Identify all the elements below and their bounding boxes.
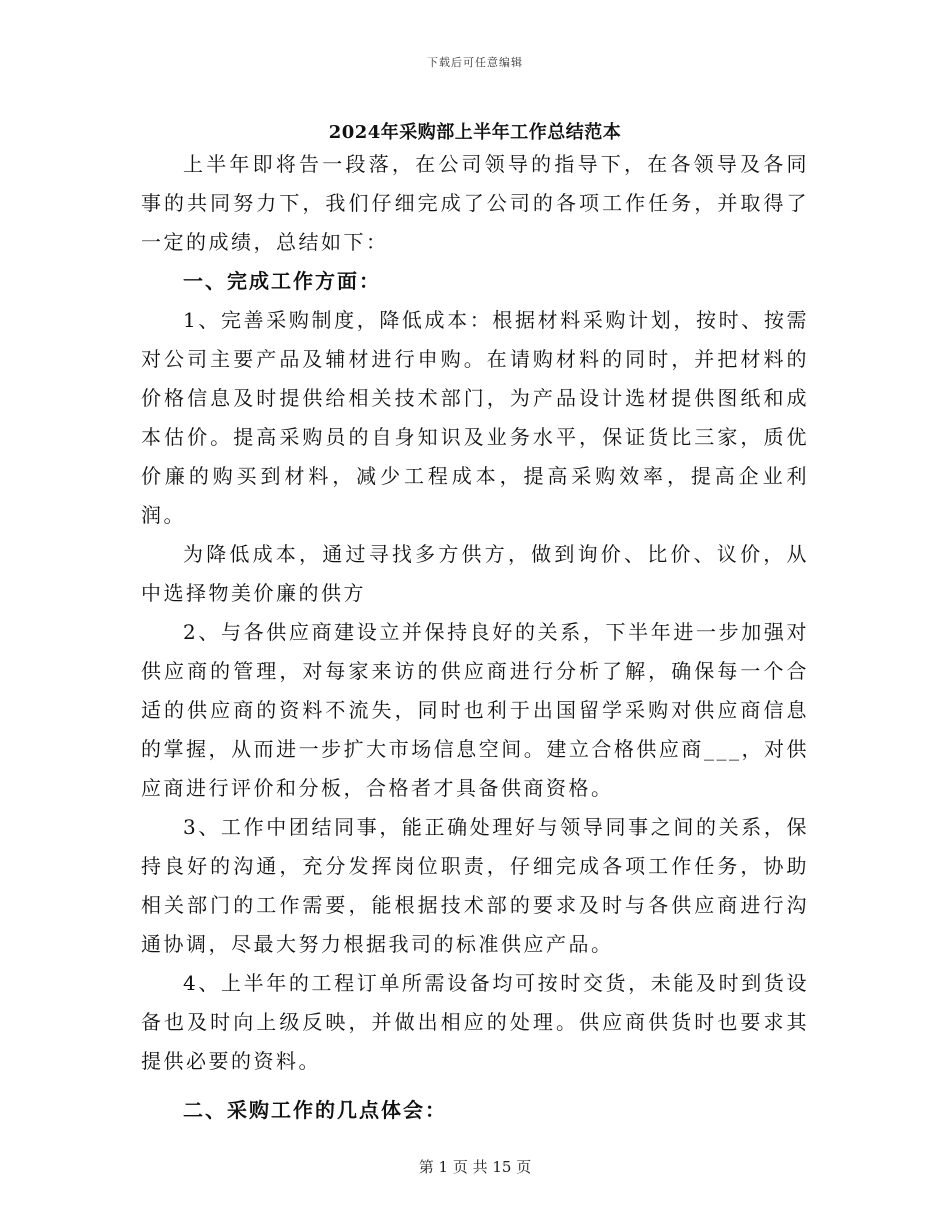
section-heading-1: 一、完成工作方面： [183, 269, 381, 293]
section-heading-2: 二、采购工作的几点体会： [183, 1098, 447, 1122]
item-paragraph-1-sub: 为降低成本，通过寻找多方供方，做到询价、比价、议价，从中选择物美价廉的供方 [141, 542, 809, 605]
item-paragraph-1: 1、完善采购制度，降低成本：根据材料采购计划，按时、按需对公司主要产品及辅材进行申购。在请购材料的同时，并把材料的价格信息及时提供给相关技术部门，为产品设计选材提供图纸和成本估价。提高采购员的自身知识及业务水平，保证货比三家，质优价廉的购买到材料，减少工程成本，提高采购效率，提高企业利润。 [141, 308, 809, 527]
intro-paragraph: 上半年即将告一段落，在公司领导的指导下，在各领导及各同事的共同努力下，我们仔细完成了公司的各项工作任务，并取得了一定的成绩，总结如下： [141, 152, 809, 254]
item-paragraph-2: 2、与各供应商建设立并保持良好的关系，下半年进一步加强对供应商的管理，对每家来访的供应商进行分析了解，确保每一个合适的供应商的资料不流失，同时也利于出国留学采购对供应商信息的掌握，从而进一步扩大市场信息空间。建立合格供应商___，对供应商进行评价和分板，合格者才具备供商资格。 [141, 620, 809, 800]
document-body [141, 145, 809, 1130]
item-paragraph-4: 4、上半年的工程订单所需设备均可按时交货，未能及时到货设备也及时向上级反映，并做出相应的处理。供应商供货时也要求其提供必要的资料。 [141, 971, 809, 1073]
item-paragraph-3: 3、工作中团结同事，能正确处理好与领导同事之间的关系，保持良好的沟通，充分发挥岗位职责，仔细完成各项工作任务，协助相关部门的工作需要，能根据技术部的要求及时与各供应商进行沟通协调，尽最大努力根据我司的标准供应产品。 [141, 815, 809, 956]
page-number: 第 1 页 共 15 页 [418, 1158, 532, 1176]
document-title: 2024年采购部上半年工作总结范本 [328, 122, 622, 143]
page-header-note: 下载后可任意编辑 [427, 56, 523, 69]
